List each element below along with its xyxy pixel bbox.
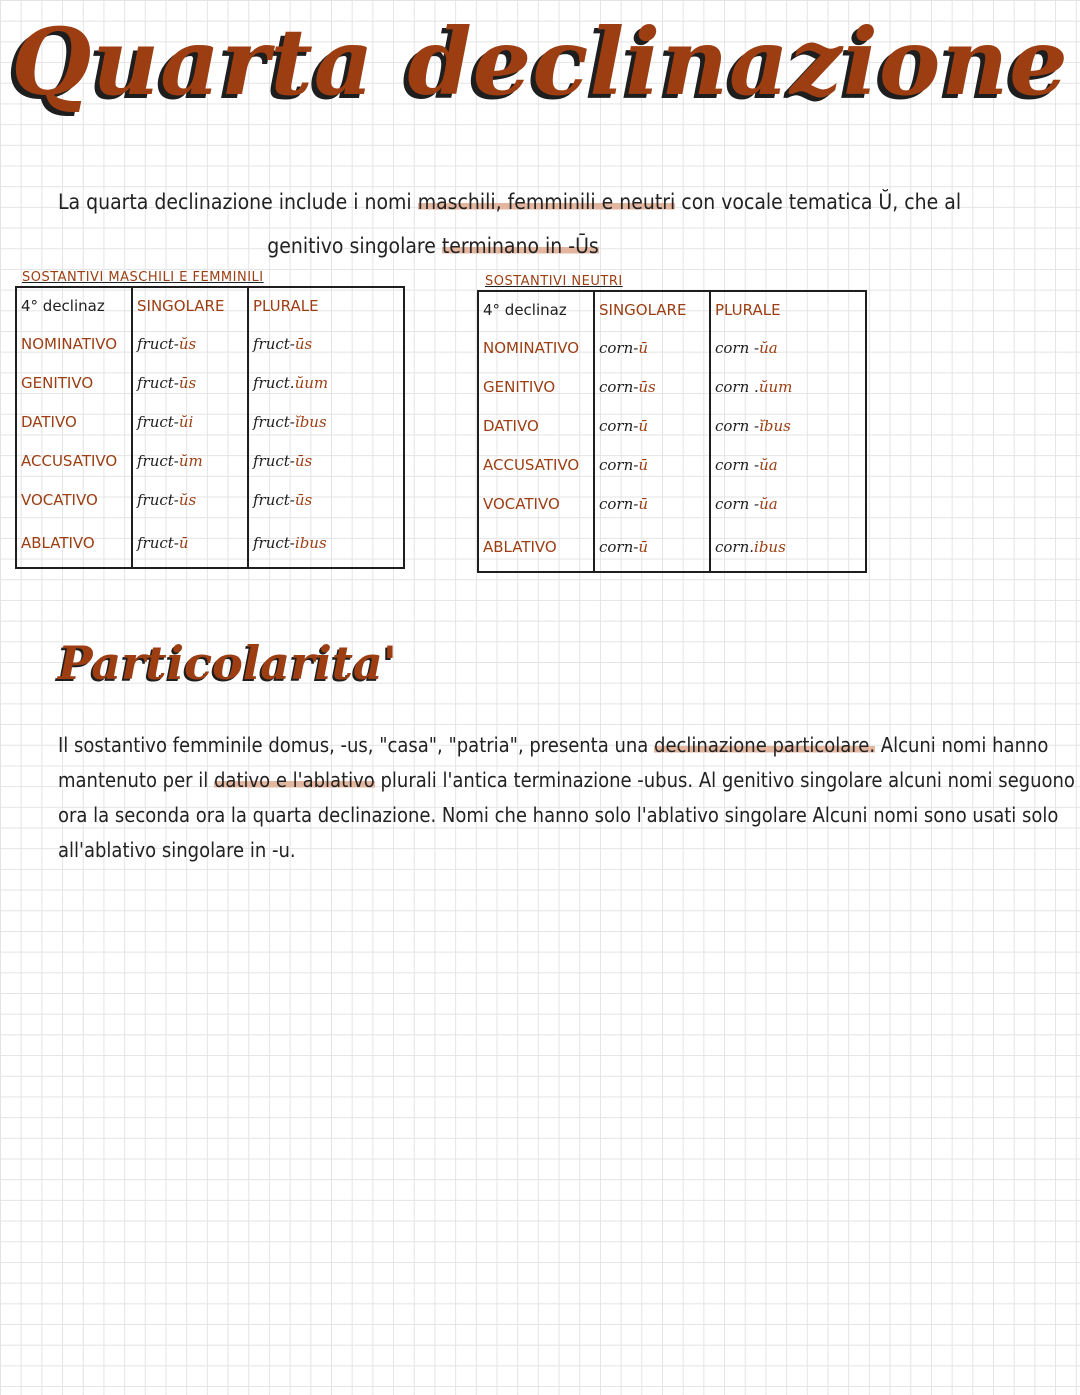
plural-stem: corn -	[715, 338, 760, 357]
singular-stem: corn-	[599, 416, 639, 435]
column-header-plurale: PLURALE	[710, 291, 866, 328]
table-row	[478, 406, 866, 445]
intro-text-3: genitivo singolare	[267, 234, 442, 258]
case-name: ACCUSATIVO	[483, 455, 580, 474]
singular-form	[132, 480, 248, 519]
singular-stem: fruct-	[137, 334, 179, 353]
intro-text-1: La quarta declinazione include i nomi	[58, 190, 418, 214]
page-title: Quarta declinazione	[11, 8, 1069, 116]
singular-ending: ŭm	[178, 451, 203, 470]
singular-stem: corn-	[599, 377, 639, 396]
singular-ending: ū	[178, 534, 189, 552]
plural-stem: fruct-	[253, 451, 295, 470]
singular-form	[594, 367, 710, 406]
singular-ending: ū	[638, 416, 649, 435]
particolarita-text-2: Alcuni nomi hanno mantenuto per il	[58, 733, 1049, 792]
plural-form	[710, 523, 866, 572]
plural-stem: corn.	[715, 538, 755, 556]
singular-form	[594, 328, 710, 367]
singular-form	[132, 324, 248, 363]
masc-fem-declension-table	[15, 286, 405, 569]
singular-ending: ūs	[178, 373, 197, 392]
plural-form	[248, 402, 404, 441]
plural-form	[710, 328, 866, 367]
case-name: ACCUSATIVO	[21, 451, 118, 470]
plural-ending: ŭum	[294, 373, 329, 392]
singular-stem: corn-	[599, 494, 639, 513]
table-row	[478, 328, 866, 367]
singular-stem: fruct-	[137, 412, 179, 431]
plural-stem: fruct-	[253, 490, 295, 509]
case-name: DATIVO	[483, 416, 539, 435]
table-row	[16, 402, 404, 441]
singular-ending: ūs	[638, 377, 656, 396]
singular-stem: fruct-	[137, 451, 179, 470]
singular-form	[594, 445, 710, 484]
intro-text-2: con vocale tematica Ŭ, che al	[675, 190, 962, 214]
particolarita-highlight-1: declinazione particolare.	[654, 733, 876, 757]
plural-ending: ŭa	[759, 494, 778, 513]
table-row	[478, 445, 866, 484]
plural-stem: corn -	[715, 416, 760, 435]
plural-form	[248, 519, 404, 568]
plural-form	[710, 445, 866, 484]
neuter-declension-table	[477, 290, 867, 573]
plural-form	[248, 441, 404, 480]
singular-stem: fruct-	[137, 534, 179, 552]
particolarita-highlight-2: dativo e l'ablativo	[214, 768, 375, 792]
intro-paragraph	[58, 180, 1058, 268]
table-row	[16, 324, 404, 363]
plural-stem: corn -	[715, 494, 760, 513]
table-row	[16, 519, 404, 568]
plural-form	[248, 480, 404, 519]
table-row	[478, 367, 866, 406]
singular-stem: corn-	[599, 338, 639, 357]
case-name: DATIVO	[21, 412, 77, 431]
table-corner-label: 4° declinaz	[21, 297, 105, 315]
plural-ending: ŭum	[758, 377, 793, 396]
plural-form	[248, 363, 404, 402]
intro-highlight-genders: maschili, femminili e neutri	[417, 190, 676, 214]
plural-form	[710, 367, 866, 406]
table-row	[478, 523, 866, 572]
plural-form	[248, 324, 404, 363]
singular-ending: ŭs	[178, 334, 197, 353]
plural-form	[710, 484, 866, 523]
table-corner-label: 4° declinaz	[483, 301, 567, 319]
singular-ending: ŭs	[178, 490, 197, 509]
column-header-singolare: SINGOLARE	[132, 287, 248, 324]
plural-stem: fruct.	[253, 373, 295, 392]
plural-ending: ŭa	[759, 338, 778, 357]
column-header-plurale: PLURALE	[248, 287, 404, 324]
singular-ending: ū	[638, 494, 649, 513]
plural-ending: ūs	[294, 490, 313, 509]
plural-stem: fruct-	[253, 534, 295, 552]
plural-stem: fruct-	[253, 334, 295, 353]
singular-form	[594, 406, 710, 445]
singular-stem: fruct-	[137, 373, 179, 392]
singular-form	[132, 363, 248, 402]
singular-stem: corn-	[599, 538, 639, 556]
singular-form	[132, 519, 248, 568]
table-header-row	[478, 291, 866, 328]
singular-ending: ū	[638, 338, 649, 357]
masc-fem-table-label: SOSTANTIVI MASCHILI E FEMMINILI	[22, 270, 264, 285]
table-row	[16, 363, 404, 402]
plural-ending: ŭa	[759, 455, 778, 474]
singular-ending: ū	[638, 538, 649, 556]
particolarita-text-3: plurali l'antica terminazione -ubus. Al genitivo singolare alcuni nomi seguono ora la seconda ora la quarta declinazione. Nomi che hanno solo l'ablativo singolare Alcuni nomi sono usati solo all'ablativo singolare in -u.	[58, 768, 1075, 862]
particolarita-paragraph	[58, 728, 1078, 868]
column-header-singolare: SINGOLARE	[594, 291, 710, 328]
case-name: ABLATIVO	[21, 534, 95, 552]
plural-stem: fruct-	[253, 412, 295, 431]
particolarita-text-1: Il sostantivo femminile domus, -us, "casa", "patria", presenta una	[58, 733, 655, 757]
plural-ending: ibus	[294, 534, 327, 552]
singular-form	[132, 441, 248, 480]
case-name: VOCATIVO	[21, 490, 98, 509]
plural-ending: ūs	[294, 334, 313, 353]
table-row	[16, 480, 404, 519]
intro-line-2	[58, 224, 808, 268]
plural-stem: corn .	[715, 377, 759, 396]
case-name: NOMINATIVO	[483, 338, 580, 357]
singular-ending: ŭi	[178, 412, 194, 431]
case-name: NOMINATIVO	[21, 334, 118, 353]
table-row	[478, 484, 866, 523]
table-row	[16, 441, 404, 480]
plural-ending: ūs	[294, 451, 313, 470]
case-name: GENITIVO	[483, 377, 556, 396]
case-name: GENITIVO	[21, 373, 94, 392]
case-name: ABLATIVO	[483, 538, 557, 556]
case-name: VOCATIVO	[483, 494, 560, 513]
intro-highlight-ending: terminano in -Ūs	[441, 234, 599, 258]
singular-ending: ū	[638, 455, 649, 474]
singular-form	[132, 402, 248, 441]
plural-stem: corn -	[715, 455, 760, 474]
singular-stem: fruct-	[137, 490, 179, 509]
plural-ending: ibus	[754, 538, 786, 556]
singular-stem: corn-	[599, 455, 639, 474]
plural-ending: ĭbus	[759, 416, 791, 435]
plural-form	[710, 406, 866, 445]
particolarita-heading: Particolarita'	[58, 636, 397, 690]
plural-ending: ĭbus	[294, 412, 327, 431]
neuter-table-label: SOSTANTIVI NEUTRI	[485, 274, 623, 289]
singular-form	[594, 523, 710, 572]
table-header-row	[16, 287, 404, 324]
singular-form	[594, 484, 710, 523]
